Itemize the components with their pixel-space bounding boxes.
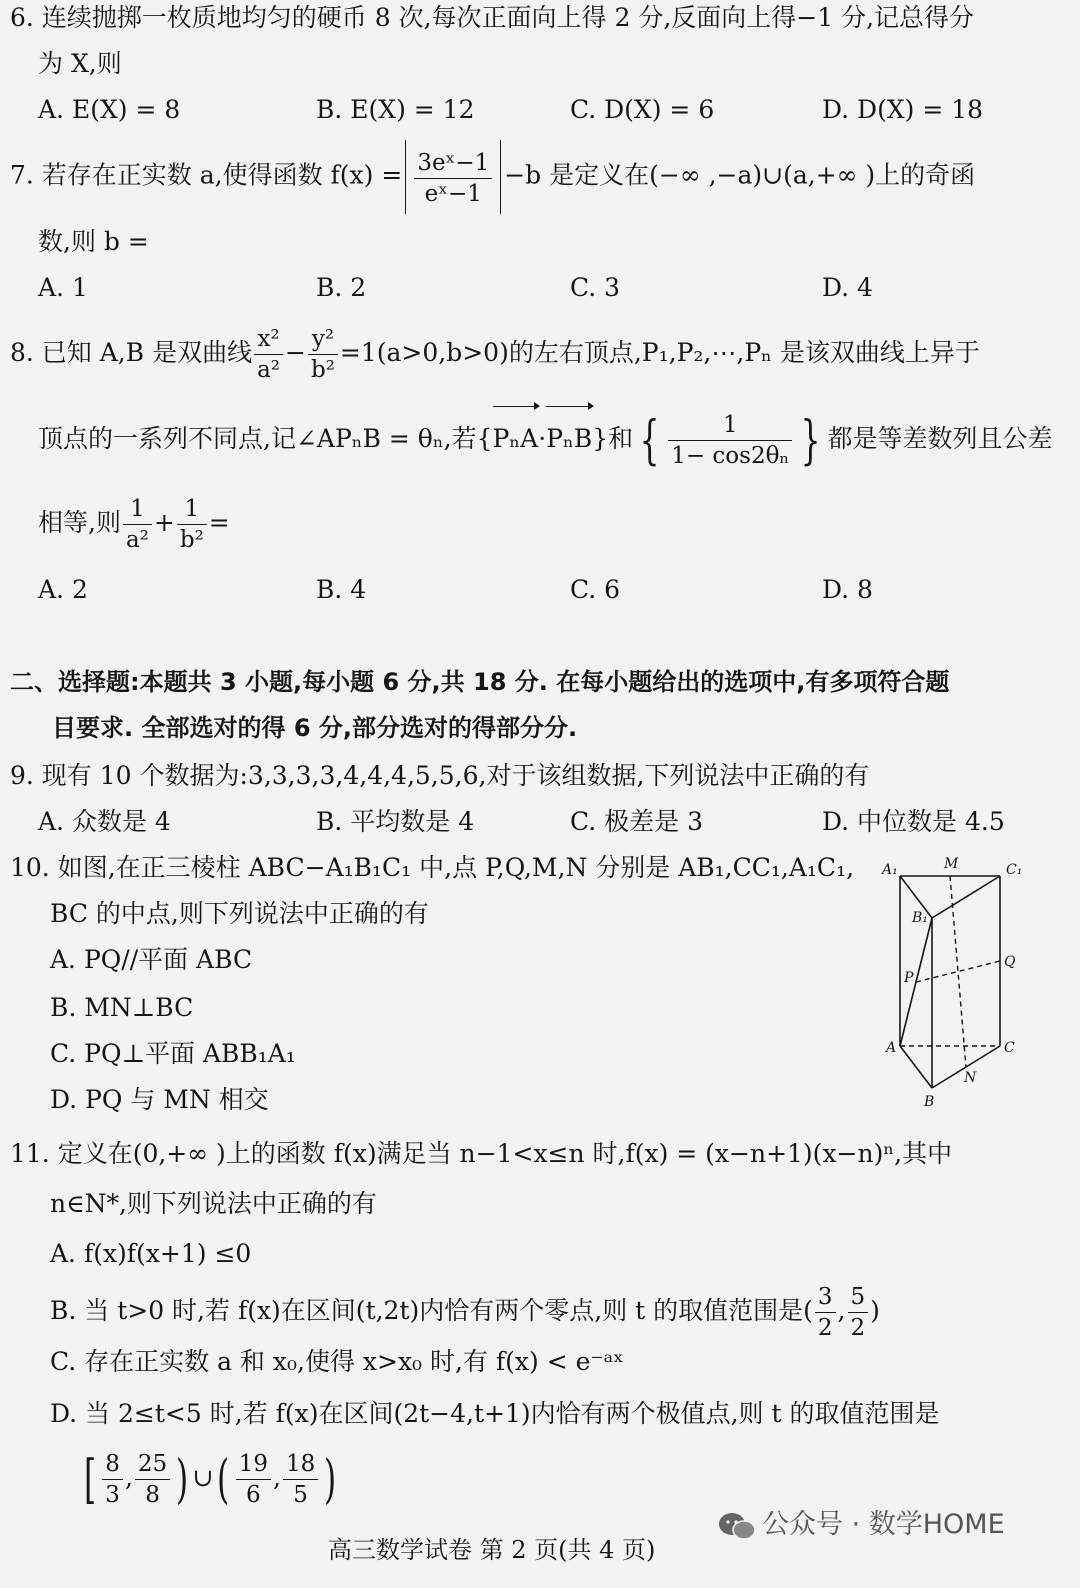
q10-option-b: B. MN⊥BC (50, 993, 194, 1022)
q11-d-f4-num: 18 (283, 1449, 318, 1480)
q11-d-lbracket: [ (84, 1449, 97, 1510)
label-a: A (886, 1040, 897, 1056)
q8-option-b: B. 4 (316, 575, 367, 604)
q11-d-f2-den: 8 (145, 1482, 160, 1508)
page-footer: 高三数学试卷 第 2 页(共 4 页) (328, 1536, 656, 1564)
q8-frac-x-den: a² (257, 357, 281, 383)
q8-frac-y-num: y² (308, 324, 338, 355)
q7-stem-line2: 数,则 b = (38, 227, 149, 256)
label-q: Q (1004, 954, 1016, 970)
q8-option-a: A. 2 (38, 575, 88, 604)
q6-option-a: A. E(X) = 8 (38, 95, 181, 124)
q11-d-f3-num: 19 (236, 1449, 271, 1480)
q7-option-b: B. 2 (316, 273, 367, 302)
q8-f1-num: 1 (123, 494, 152, 525)
q8-option-c: C. 6 (570, 575, 621, 604)
label-b1: B₁ (912, 910, 928, 926)
q11-d-rparen2: ) (324, 1449, 337, 1510)
q11-d-f3-den: 6 (246, 1482, 261, 1508)
q7-tail: −b 是定义在(−∞ ,−a)∪(a,+∞ )上的奇函 (504, 160, 976, 190)
q11-stem-line1: 11. 定义在(0,+∞ )上的函数 f(x)满足当 n−1<x≤n 时,f(x) = (x−n+1)(x−n)ⁿ,其中 (10, 1139, 953, 1168)
q11-option-a: A. f(x)f(x+1) ≤0 (50, 1239, 252, 1268)
q8-stem-line2: 顶点的一系列不同点,记∠APₙB = θₙ,若{PₙA·PₙB}和 { $\frac{1}{\text{1− cos2θₙ}}$ } 都是等差数列且公差 (38, 404, 1053, 474)
q11-d-f4-den: 5 (293, 1482, 308, 1508)
q6-option-b: B. E(X) = 12 (316, 95, 475, 124)
q7-option-d: D. 4 (822, 273, 873, 302)
edge-b1c1 (932, 876, 1000, 918)
q7-frac-den: eˣ−1 (424, 181, 482, 207)
q8-frac-y-den: b² (310, 357, 335, 383)
watermark-text: 公众号 · 数学HOME (762, 1509, 1005, 1540)
q11-option-b (50, 1276, 880, 1346)
edge-ab (900, 1046, 932, 1088)
q8-option-d: D. 8 (822, 575, 873, 604)
q11-d-rparen1: ) (176, 1449, 189, 1510)
q10-option-c: C. PQ⊥平面 ABB₁A₁ (50, 1039, 296, 1068)
q9-option-a: A. 众数是 4 (38, 807, 171, 836)
q9-option-b: B. 平均数是 4 (316, 807, 475, 836)
q11-option-d-line2 (80, 1440, 341, 1516)
q11-b-f2-den: 2 (850, 1315, 866, 1341)
q6-option-d: D. D(X) = 18 (822, 95, 984, 124)
q8-dot: · (538, 424, 547, 453)
label-c1: C₁ (1006, 862, 1023, 878)
q7-frac-num: 3eˣ−1 (414, 148, 492, 179)
q11-b-f1-num: 3 (815, 1282, 836, 1313)
q8-eq: = (208, 508, 230, 537)
label-n: N (964, 1070, 977, 1086)
q8-line2-c: 都是等差数列且公差 (827, 424, 1053, 453)
q8-lead: 8. 已知 A,B 是双曲线 (10, 338, 253, 367)
q8-tail: =1(a>0,b>0)的左右顶点,P₁,P₂,⋯,Pₙ 是该双曲线上异于 (339, 338, 980, 367)
watermark (718, 1502, 1005, 1541)
q11-option-b-text: B. 当 t>0 时,若 f(x)在区间(t,2t)内恰有两个零点,则 t 的取值范围是( (50, 1296, 813, 1325)
q11-d-f2-num: 25 (135, 1449, 170, 1480)
q11-option-c: C. 存在正实数 a 和 x₀,使得 x>x₀ 时,有 f(x) < e⁻ᵃˣ (50, 1347, 624, 1376)
q7-abs-fraction (405, 140, 501, 214)
q8-vector-pb: PₙB (546, 404, 592, 474)
q6-stem-line1: 6. 连续抛掷一枚质地均匀的硬币 8 次,每次正面向上得 2 分,反面向上得−1 分,记总得分 (10, 3, 975, 32)
q11-b-close: ) (870, 1296, 880, 1325)
q8-line3-a: 相等,则 (38, 508, 121, 537)
q10-option-d: D. PQ 与 MN 相交 (50, 1085, 269, 1114)
q11-option-d-line1: D. 当 2≤t<5 时,若 f(x)在区间(2t−4,t+1)内恰有两个极值点,则 t 的取值范围是 (50, 1399, 940, 1428)
q6-option-c: C. D(X) = 6 (570, 95, 715, 124)
q8-frac-x-num: x² (254, 324, 283, 355)
q8-seq-frac-num: 1 (668, 410, 792, 441)
q11-d-comma2: , (273, 1463, 281, 1492)
label-p: P (904, 970, 914, 986)
q7-stem-line1 (10, 140, 975, 214)
q11-d-lparen2: ( (217, 1449, 230, 1510)
q11-d-f1-num: 8 (102, 1449, 123, 1480)
q8-stem-line3 (38, 488, 230, 558)
q10-stem-line2: BC 的中点,则下列说法中正确的有 (50, 899, 429, 928)
q7-option-a: A. 1 (38, 273, 88, 302)
prism-figure (880, 848, 1030, 1113)
q8-line2-b: }和 (592, 424, 634, 453)
q10-stem-line1: 10. 如图,在正三棱柱 ABC−A₁B₁C₁ 中,点 P,Q,M,N 分别是 AB₁,CC₁,A₁C₁, (10, 853, 855, 882)
q8-stem-line1 (10, 318, 980, 388)
q11-d-f1-den: 3 (105, 1482, 120, 1508)
q10-option-a: A. PQ//平面 ABC (50, 945, 253, 974)
q7-lead: 7. 若存在正实数 a,使得函数 f(x) = (10, 160, 403, 190)
q7-option-c: C. 3 (570, 273, 621, 302)
section2-heading-line1: 二、选择题:本题共 3 小题,每小题 6 分,共 18 分. 在每小题给出的选项中,有多项符合题 (10, 668, 950, 696)
q11-b-f2-num: 5 (848, 1282, 869, 1313)
q8-minus: − (285, 338, 306, 367)
q8-f1-den: a² (125, 527, 149, 553)
label-m: M (944, 856, 959, 872)
q11-stem-line2: n∈N*,则下列说法中正确的有 (50, 1189, 377, 1218)
q8-f2-den: b² (179, 527, 204, 553)
wechat-icon (718, 1511, 756, 1541)
q8-seq-frac-den: 1− cos2θₙ (671, 443, 790, 469)
label-c: C (1004, 1040, 1015, 1056)
segment-mn (950, 876, 966, 1067)
section2-heading-line2: 目要求. 全部选对的得 6 分,部分选对的得部分分. (52, 714, 578, 742)
label-b: B (924, 1094, 935, 1110)
label-a1: A₁ (882, 862, 898, 878)
q8-f2-num: 1 (177, 494, 207, 525)
q11-d-cup: ∪ (192, 1463, 214, 1492)
q11-b-f1-den: 2 (817, 1315, 833, 1341)
q9-option-c: C. 极差是 3 (570, 807, 703, 836)
q9-option-d: D. 中位数是 4.5 (822, 807, 1005, 836)
q8-vector-pa: PₙA (493, 404, 539, 474)
q9-stem: 9. 现有 10 个数据为:3,3,3,3,4,4,4,5,5,6,对于该组数据,下列说法中正确的有 (10, 761, 870, 790)
q8-plus: + (153, 508, 175, 537)
q8-line2-a: 顶点的一系列不同点,记∠APₙB = θₙ,若{ (38, 424, 493, 453)
q6-stem-line2: 为 X,则 (38, 49, 122, 78)
q11-b-comma: , (837, 1296, 846, 1325)
q11-d-comma1: , (124, 1463, 133, 1492)
